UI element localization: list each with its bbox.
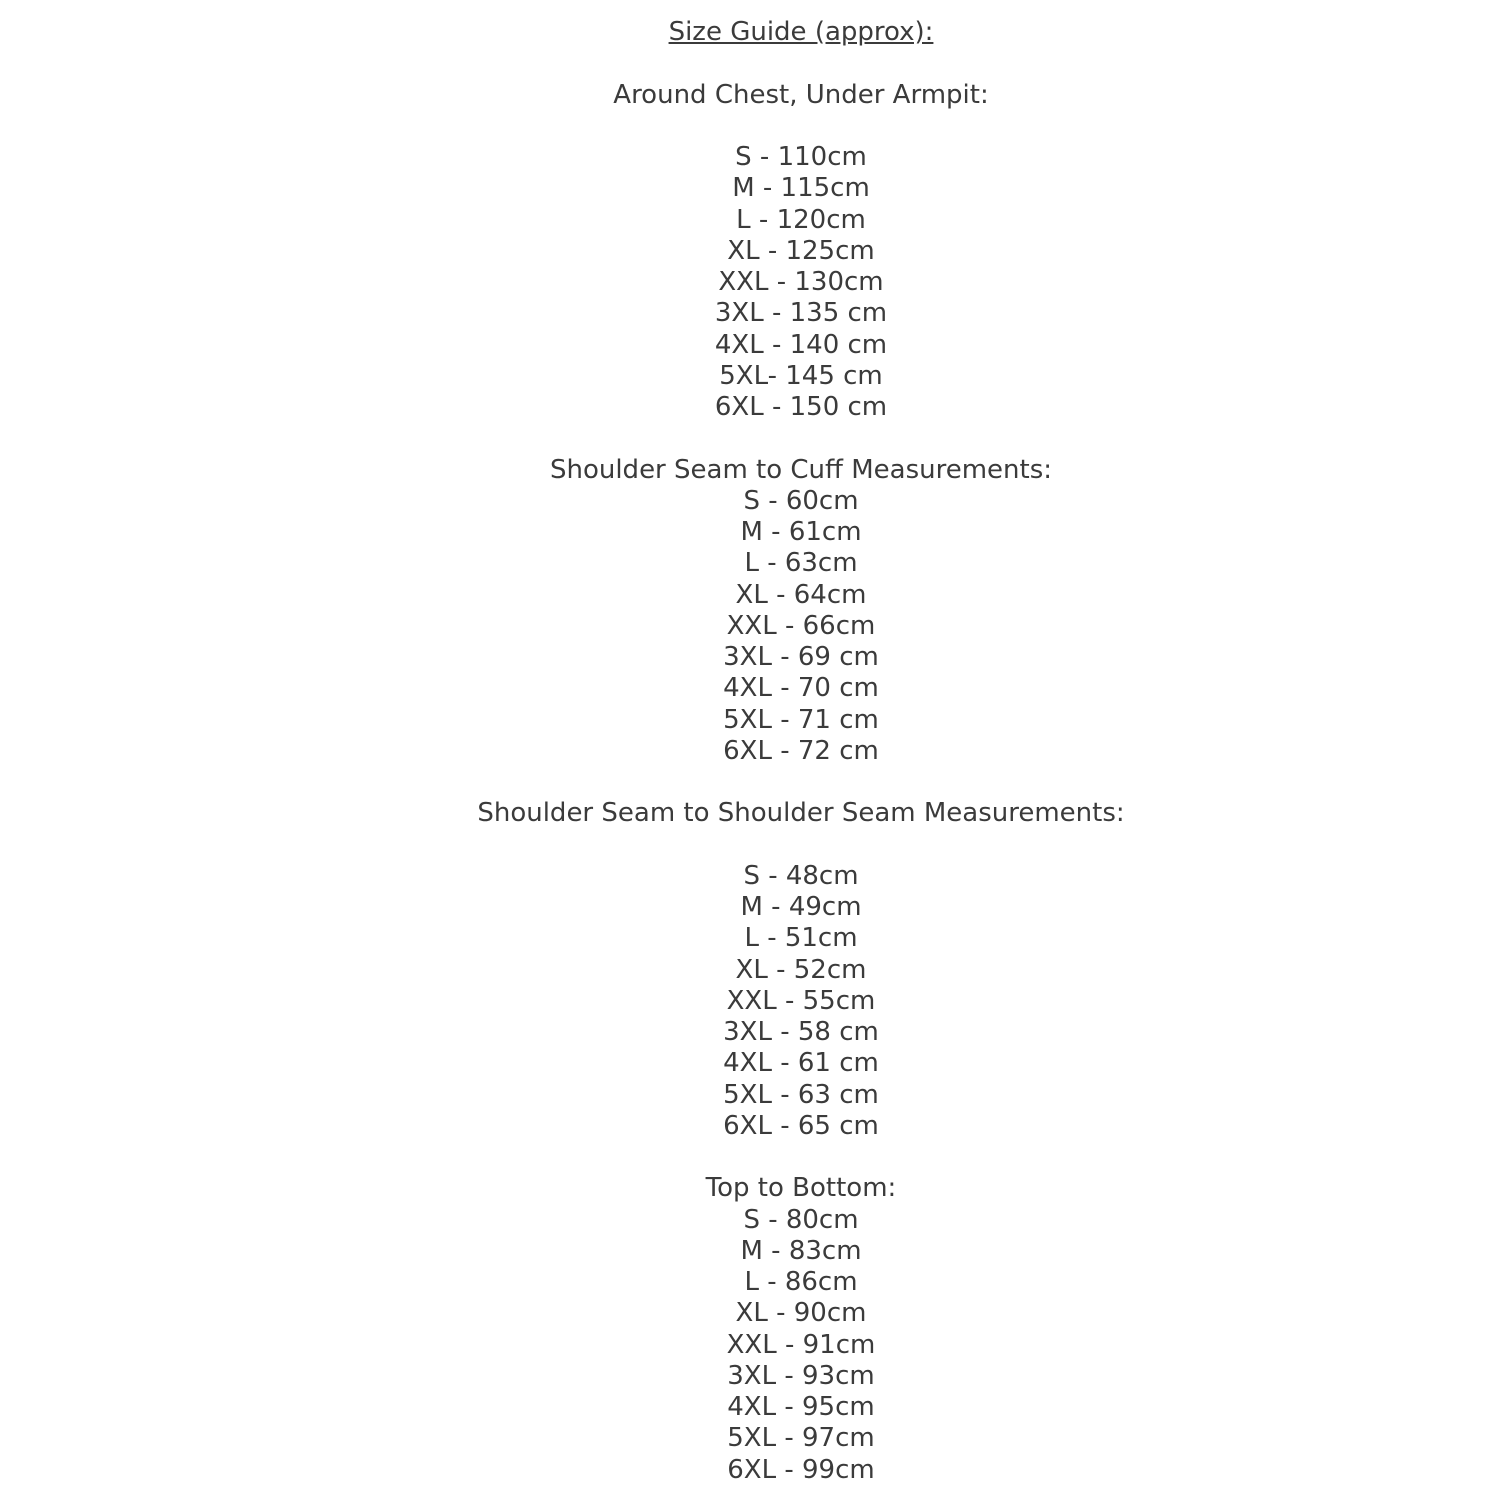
size-row: 5XL - 97cm (727, 1423, 875, 1454)
size-row: L - 86cm (744, 1267, 858, 1297)
size-row: 6XL - 72 cm (723, 735, 879, 766)
size-row: XL - 64cm (735, 579, 867, 610)
section-top-to-bottom (102, 1173, 1500, 1486)
section-shoulder-seam-to-cuff (102, 455, 1500, 768)
size-row: S - 110cm (735, 142, 867, 172)
size-row: M - 49cm (740, 892, 862, 922)
size-row: XXL - 130cm (718, 267, 884, 297)
section-heading: Shoulder Seam to Shoulder Seam Measurements: (477, 798, 1125, 829)
section-heading: Shoulder Seam to Cuff Measurements: (549, 454, 1053, 485)
size-row: L - 63cm (744, 548, 858, 579)
section-heading: Around Chest, Under Armpit: (613, 79, 989, 110)
size-row: XXL - 91cm (726, 1329, 876, 1360)
section-around-chest (102, 80, 1500, 424)
size-row: 3XL - 58 cm (723, 1017, 879, 1047)
size-row: M - 61cm (740, 517, 862, 547)
size-row: M - 115cm (732, 173, 870, 204)
section-heading: Top to Bottom: (705, 1173, 897, 1204)
size-row: 6XL - 150 cm (714, 392, 888, 422)
size-row: L - 51cm (744, 923, 858, 954)
size-row: 6XL - 65 cm (723, 1110, 879, 1141)
size-row: S - 80cm (743, 1204, 859, 1235)
size-row: XXL - 66cm (726, 610, 876, 641)
size-row: 5XL- 145 cm (719, 360, 883, 391)
size-row: 5XL - 63 cm (723, 1079, 879, 1110)
size-row: S - 48cm (743, 860, 859, 891)
size-row: 3XL - 69 cm (723, 642, 879, 672)
section-shoulder-seam-to-shoulder-seam (102, 798, 1500, 1142)
size-row: XL - 125cm (727, 235, 875, 266)
size-row: 4XL - 61 cm (723, 1048, 879, 1079)
size-row: 3XL - 93cm (727, 1360, 875, 1391)
size-row: M - 83cm (740, 1235, 862, 1266)
size-row: 6XL - 99cm (727, 1454, 875, 1485)
size-row: L - 120cm (736, 204, 866, 235)
size-row: XXL - 55cm (726, 985, 876, 1016)
size-row: 3XL - 135 cm (714, 298, 888, 329)
size-row: 4XL - 140 cm (714, 329, 888, 360)
size-row: 5XL - 71 cm (723, 704, 879, 735)
page-title: Size Guide (approx): (668, 17, 934, 47)
size-sections (102, 80, 1500, 1486)
size-row: 4XL - 70 cm (723, 673, 879, 704)
size-row: XL - 90cm (735, 1298, 867, 1329)
size-row: XL - 52cm (735, 954, 867, 985)
size-row: S - 60cm (743, 485, 859, 516)
size-row: 4XL - 95cm (727, 1392, 875, 1422)
